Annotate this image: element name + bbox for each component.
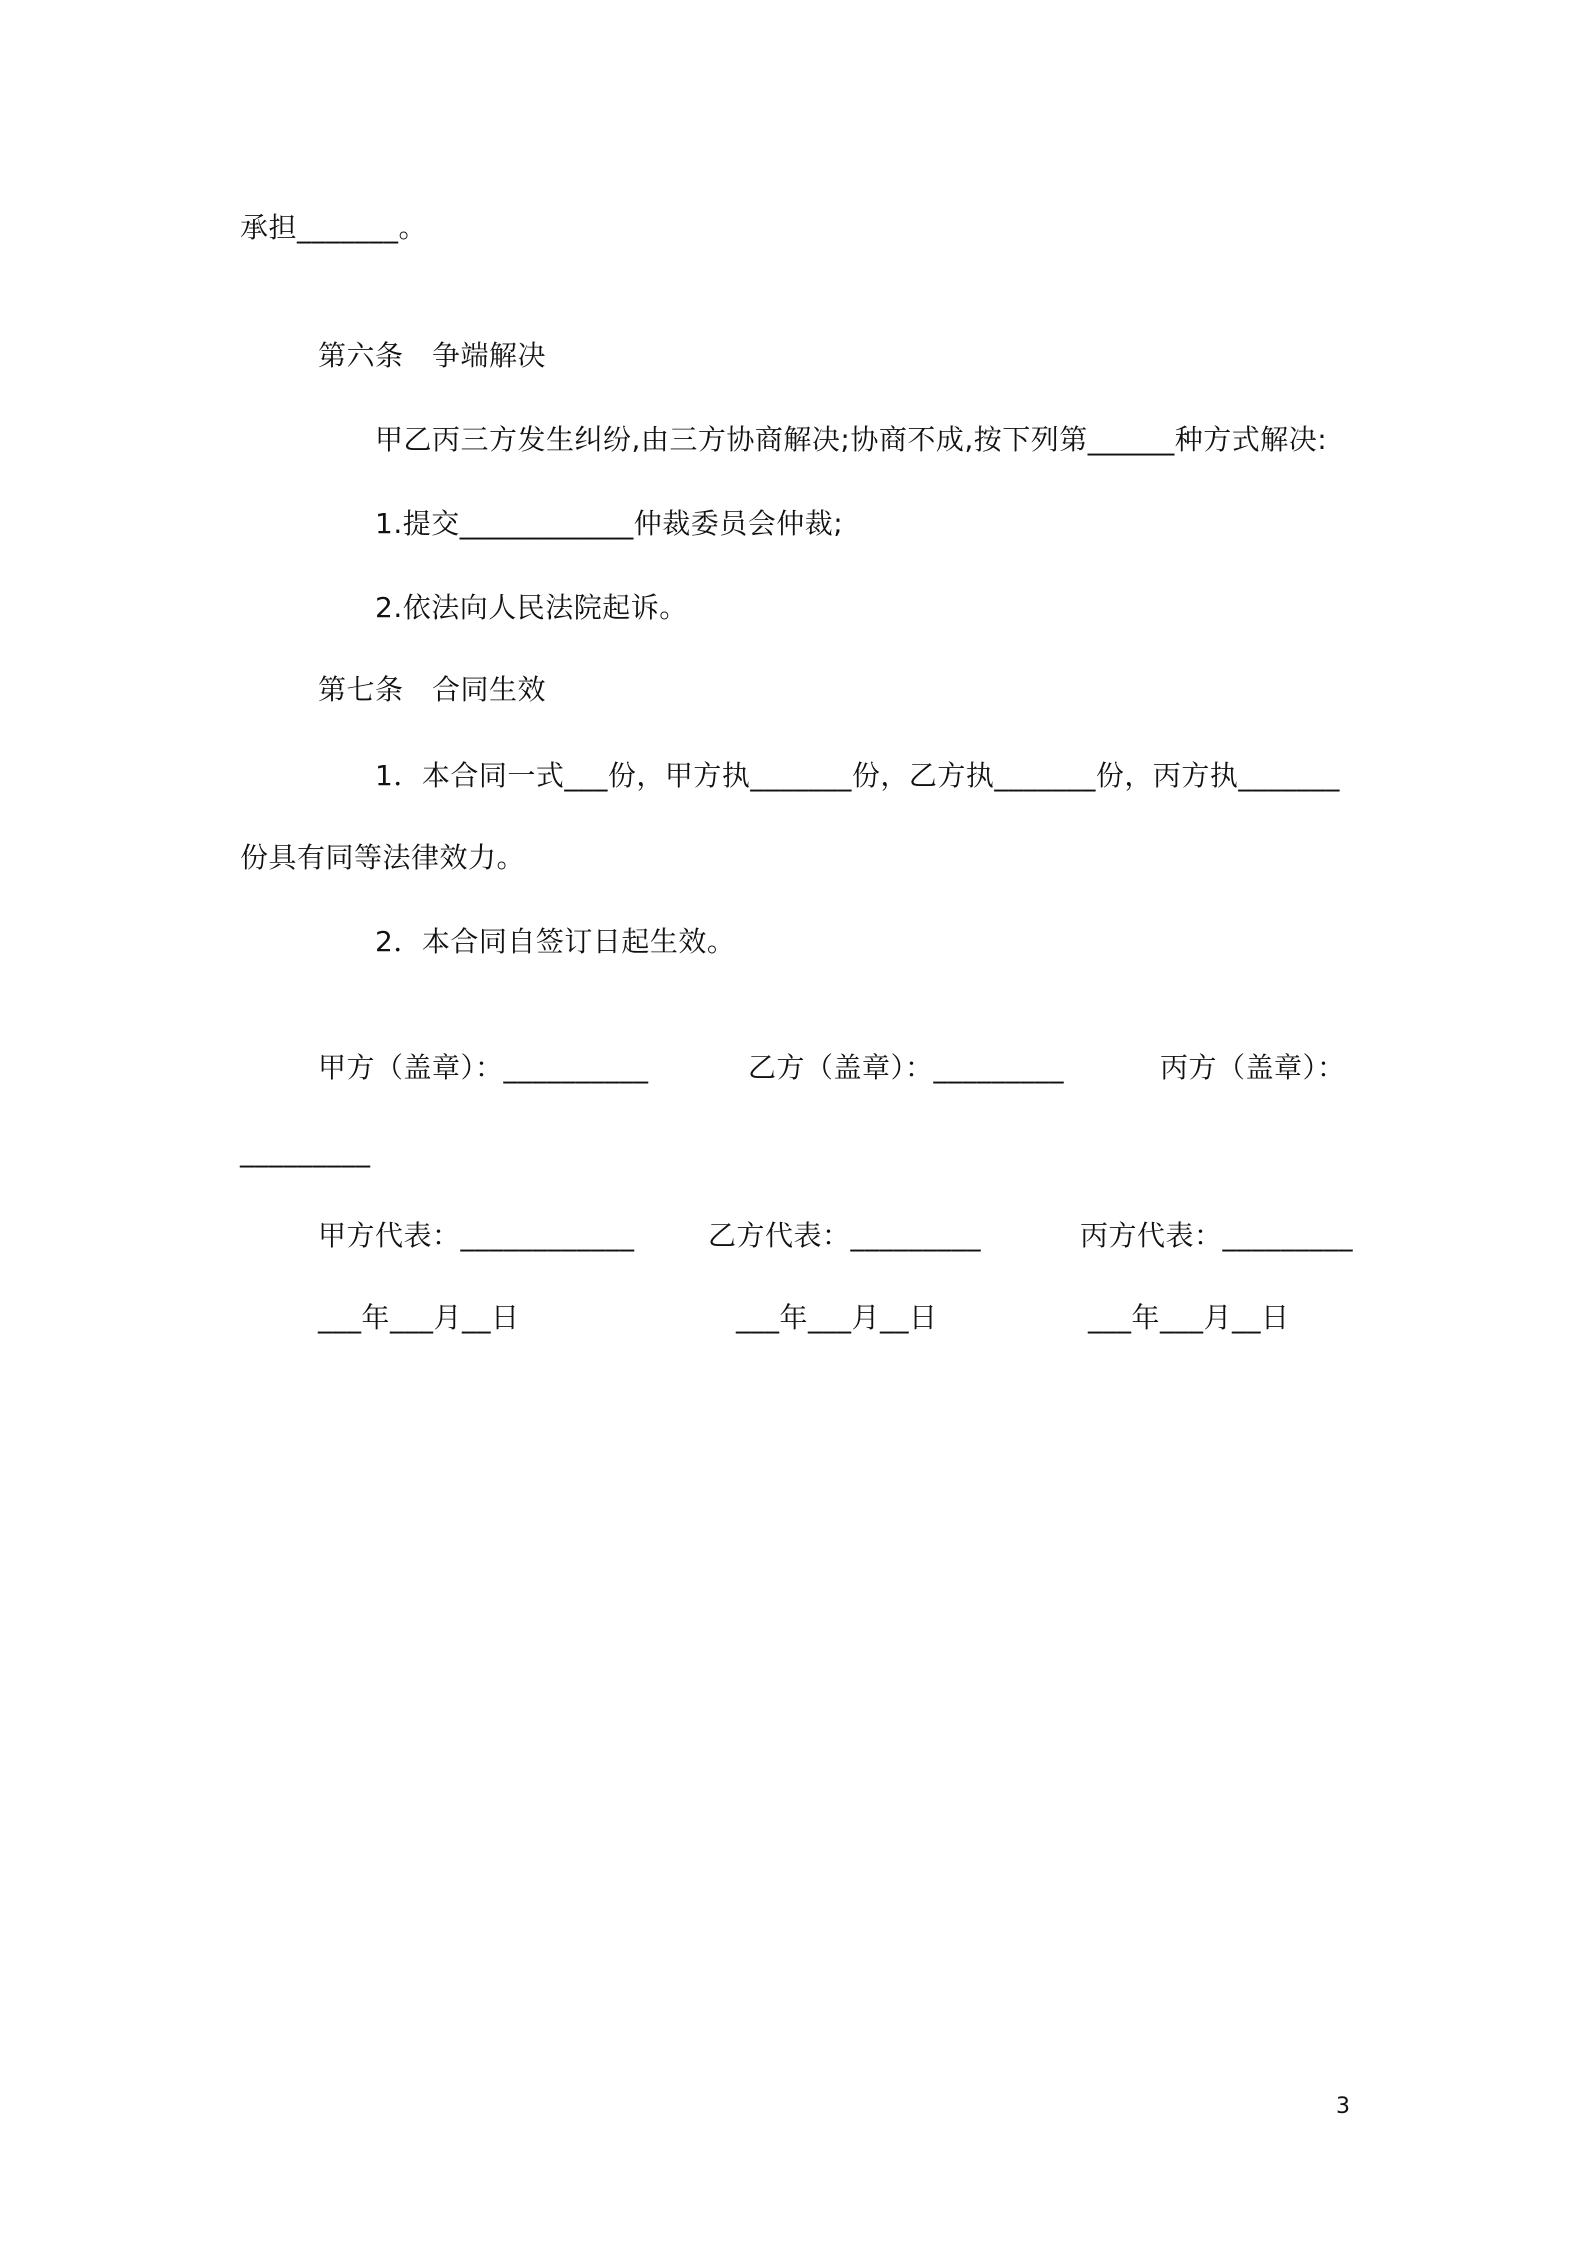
party-c-representative: 丙方代表：_________ (1080, 1219, 1354, 1252)
dispute-option-2: 2.依法向人民法院起诉。 (375, 591, 688, 624)
party-a-seal: 甲方（盖章）：__________ (318, 1051, 649, 1084)
article-seven-heading: 第七条 合同生效 (318, 673, 547, 706)
page-number: 3 (1336, 2094, 1350, 2119)
effect-clause-2: 2．本合同自签订日起生效。 (375, 925, 736, 958)
party-c-date: ___年___月__日 (1088, 1301, 1290, 1334)
party-a-date: ___年___月__日 (318, 1301, 520, 1334)
party-a-representative: 甲方代表：____________ (318, 1219, 635, 1252)
effect-clause-1-continuation: 份具有同等法律效力。 (240, 841, 526, 874)
party-b-representative: 乙方代表：_________ (708, 1219, 982, 1252)
party-c-seal-blank: _________ (240, 1135, 371, 1168)
party-c-seal: 丙方（盖章）： (1160, 1051, 1346, 1084)
article-six-heading: 第六条 争端解决 (318, 339, 547, 372)
dispute-clause: 甲乙丙三方发生纠纷,由三方协商解决;协商不成,按下列第______种方式解决: (375, 423, 1328, 456)
effect-clause-1: 1．本合同一式___份，甲方执_______份，乙方执_______份，丙方执_______ (375, 759, 1340, 792)
dispute-option-1: 1.提交____________仲裁委员会仲裁; (375, 507, 844, 540)
party-b-seal: 乙方（盖章）：_________ (748, 1051, 1065, 1084)
body-line-continuation: 承担_______。 (240, 211, 428, 244)
party-b-date: ___年___月__日 (736, 1301, 938, 1334)
